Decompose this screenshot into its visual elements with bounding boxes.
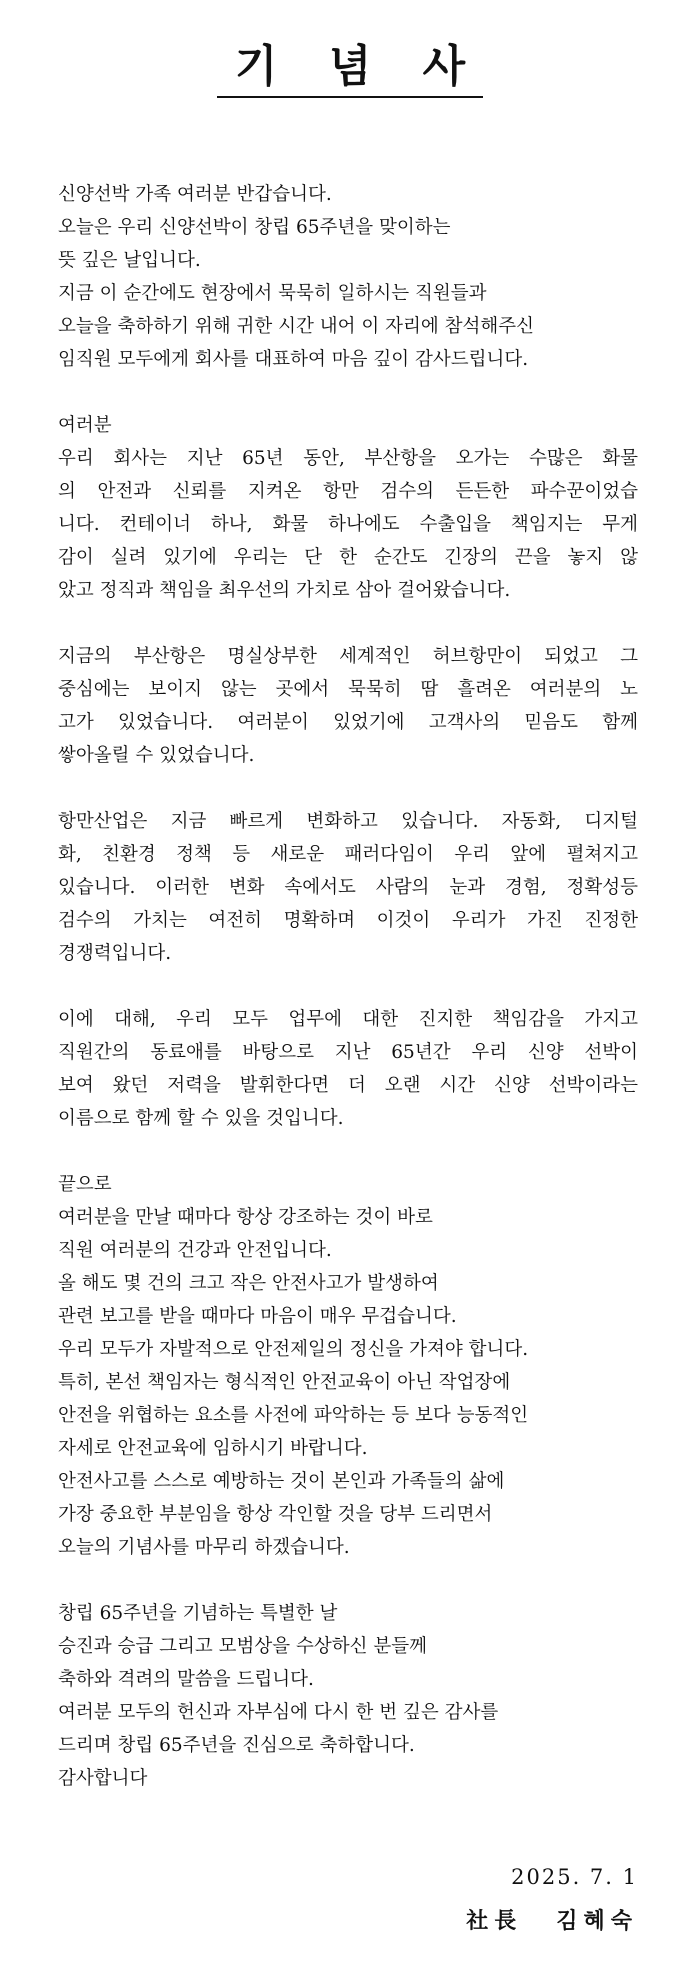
text-line: 오늘은 우리 신양선박이 창립 65주년을 맞이하는	[58, 217, 451, 238]
text-line: 보여 왔던 저력을 발휘한다면 더 오랜 시간 신양 선박이라는	[58, 1075, 638, 1096]
text-line: 감이 실려 있기에 우리는 단 한 순간도 긴장의 끈을 놓지 않	[58, 547, 638, 568]
text-line: 지금 이 순간에도 현장에서 묵묵히 일하시는 직원들과	[58, 283, 487, 304]
congrats-paragraph	[58, 1597, 638, 1795]
history-paragraph	[58, 409, 638, 607]
text-line: 가장 중요한 부분임을 항상 각인할 것을 당부 드리면서	[58, 1504, 493, 1525]
speech-body	[58, 178, 638, 1828]
signer-title: 社長	[466, 1908, 523, 1934]
text-line: 이름으로 함께 할 수 있을 것입니다.	[58, 1108, 344, 1129]
text-line: 신양선박 가족 여러분 반갑습니다.	[58, 184, 332, 205]
text-line: 임직원 모두에게 회사를 대표하여 마음 깊이 감사드립니다.	[58, 349, 529, 370]
text-line: 항만산업은 지금 빠르게 변화하고 있습니다. 자동화, 디지털	[58, 811, 638, 832]
text-line: 의 안전과 신뢰를 지켜온 항만 검수의 든든한 파수꾼이었습	[58, 481, 638, 502]
text-line: 특히, 본선 책임자는 형식적인 안전교육이 아닌 작업장에	[58, 1372, 511, 1393]
text-line: 관련 보고를 받을 때마다 마음이 매우 무겁습니다.	[58, 1306, 457, 1327]
text-line: 중심에는 보이지 않는 곳에서 묵묵히 땀 흘려온 여러분의 노	[58, 679, 638, 700]
signer-name: 김혜숙	[556, 1908, 638, 1934]
text-line: 고가 있었습니다. 여러분이 있었기에 고객사의 믿음도 함께	[58, 712, 638, 733]
speech-date: 2025. 7. 1	[511, 1865, 638, 1889]
text-line: 안전을 위협하는 요소를 사전에 파악하는 등 보다 능동적인	[58, 1405, 529, 1426]
text-line: 오늘을 축하하기 위해 귀한 시간 내어 이 자리에 참석해주신	[58, 316, 534, 337]
greeting-paragraph	[58, 178, 638, 376]
text-line: 승진과 승급 그리고 모범상을 수상하신 분들께	[58, 1636, 427, 1657]
text-line: 드리며 창립 65주년을 진심으로 축하합니다.	[58, 1735, 415, 1756]
text-line: 우리 모두가 자발적으로 안전제일의 정신을 가져야 합니다.	[58, 1339, 529, 1360]
signature-block	[466, 1904, 638, 1935]
busan-paragraph	[58, 640, 638, 772]
text-line: 니다. 컨테이너 하나, 화물 하나에도 수출입을 책임지는 무게	[58, 514, 638, 535]
closing-paragraph	[58, 1168, 638, 1564]
text-line: 감사합니다	[58, 1768, 148, 1789]
text-line: 여러분	[58, 415, 112, 436]
text-line: 안전사고를 스스로 예방하는 것이 본인과 가족들의 삶에	[58, 1471, 505, 1492]
text-line: 오늘의 기념사를 마무리 하겠습니다.	[58, 1537, 350, 1558]
text-line: 이에 대해, 우리 모두 업무에 대한 진지한 책임감을 가지고	[58, 1009, 638, 1030]
text-line: 화, 친환경 정책 등 새로운 패러다임이 우리 앞에 펼쳐지고	[58, 844, 638, 865]
text-line: 여러분을 만날 때마다 항상 강조하는 것이 바로	[58, 1207, 433, 1228]
text-line: 있습니다. 이러한 변화 속에서도 사람의 눈과 경험, 정확성등	[58, 877, 638, 898]
text-line: 뜻 깊은 날입니다.	[58, 250, 201, 271]
text-line: 직원 여러분의 건강과 안전입니다.	[58, 1240, 332, 1261]
text-line: 끝으로	[58, 1174, 112, 1195]
text-line: 창립 65주년을 기념하는 특별한 날	[58, 1603, 338, 1624]
text-line: 경쟁력입니다.	[58, 943, 172, 964]
text-line: 축하와 격려의 말씀을 드립니다.	[58, 1669, 314, 1690]
text-line: 직원간의 동료애를 바탕으로 지난 65년간 우리 신양 선박이	[58, 1042, 638, 1063]
text-line: 올 해도 몇 건의 크고 작은 안전사고가 발생하여	[58, 1273, 439, 1294]
text-line: 았고 정직과 책임을 최우선의 가치로 삼아 걸어왔습니다.	[58, 580, 511, 601]
text-line: 지금의 부산항은 명실상부한 세계적인 허브항만이 되었고 그	[58, 646, 638, 667]
text-line: 여러분 모두의 헌신과 자부심에 다시 한 번 깊은 감사를	[58, 1702, 499, 1723]
commitment-paragraph	[58, 1003, 638, 1135]
text-line: 검수의 가치는 여전히 명확하며 이것이 우리가 가진 진정한	[58, 910, 638, 931]
text-line: 우리 회사는 지난 65년 동안, 부산항을 오가는 수많은 화물	[58, 448, 638, 469]
text-line: 자세로 안전교육에 임하시기 바랍니다.	[58, 1438, 368, 1459]
document-title: 기 념 사	[0, 40, 700, 98]
change-paragraph	[58, 805, 638, 970]
text-line: 쌓아올릴 수 있었습니다.	[58, 745, 255, 766]
